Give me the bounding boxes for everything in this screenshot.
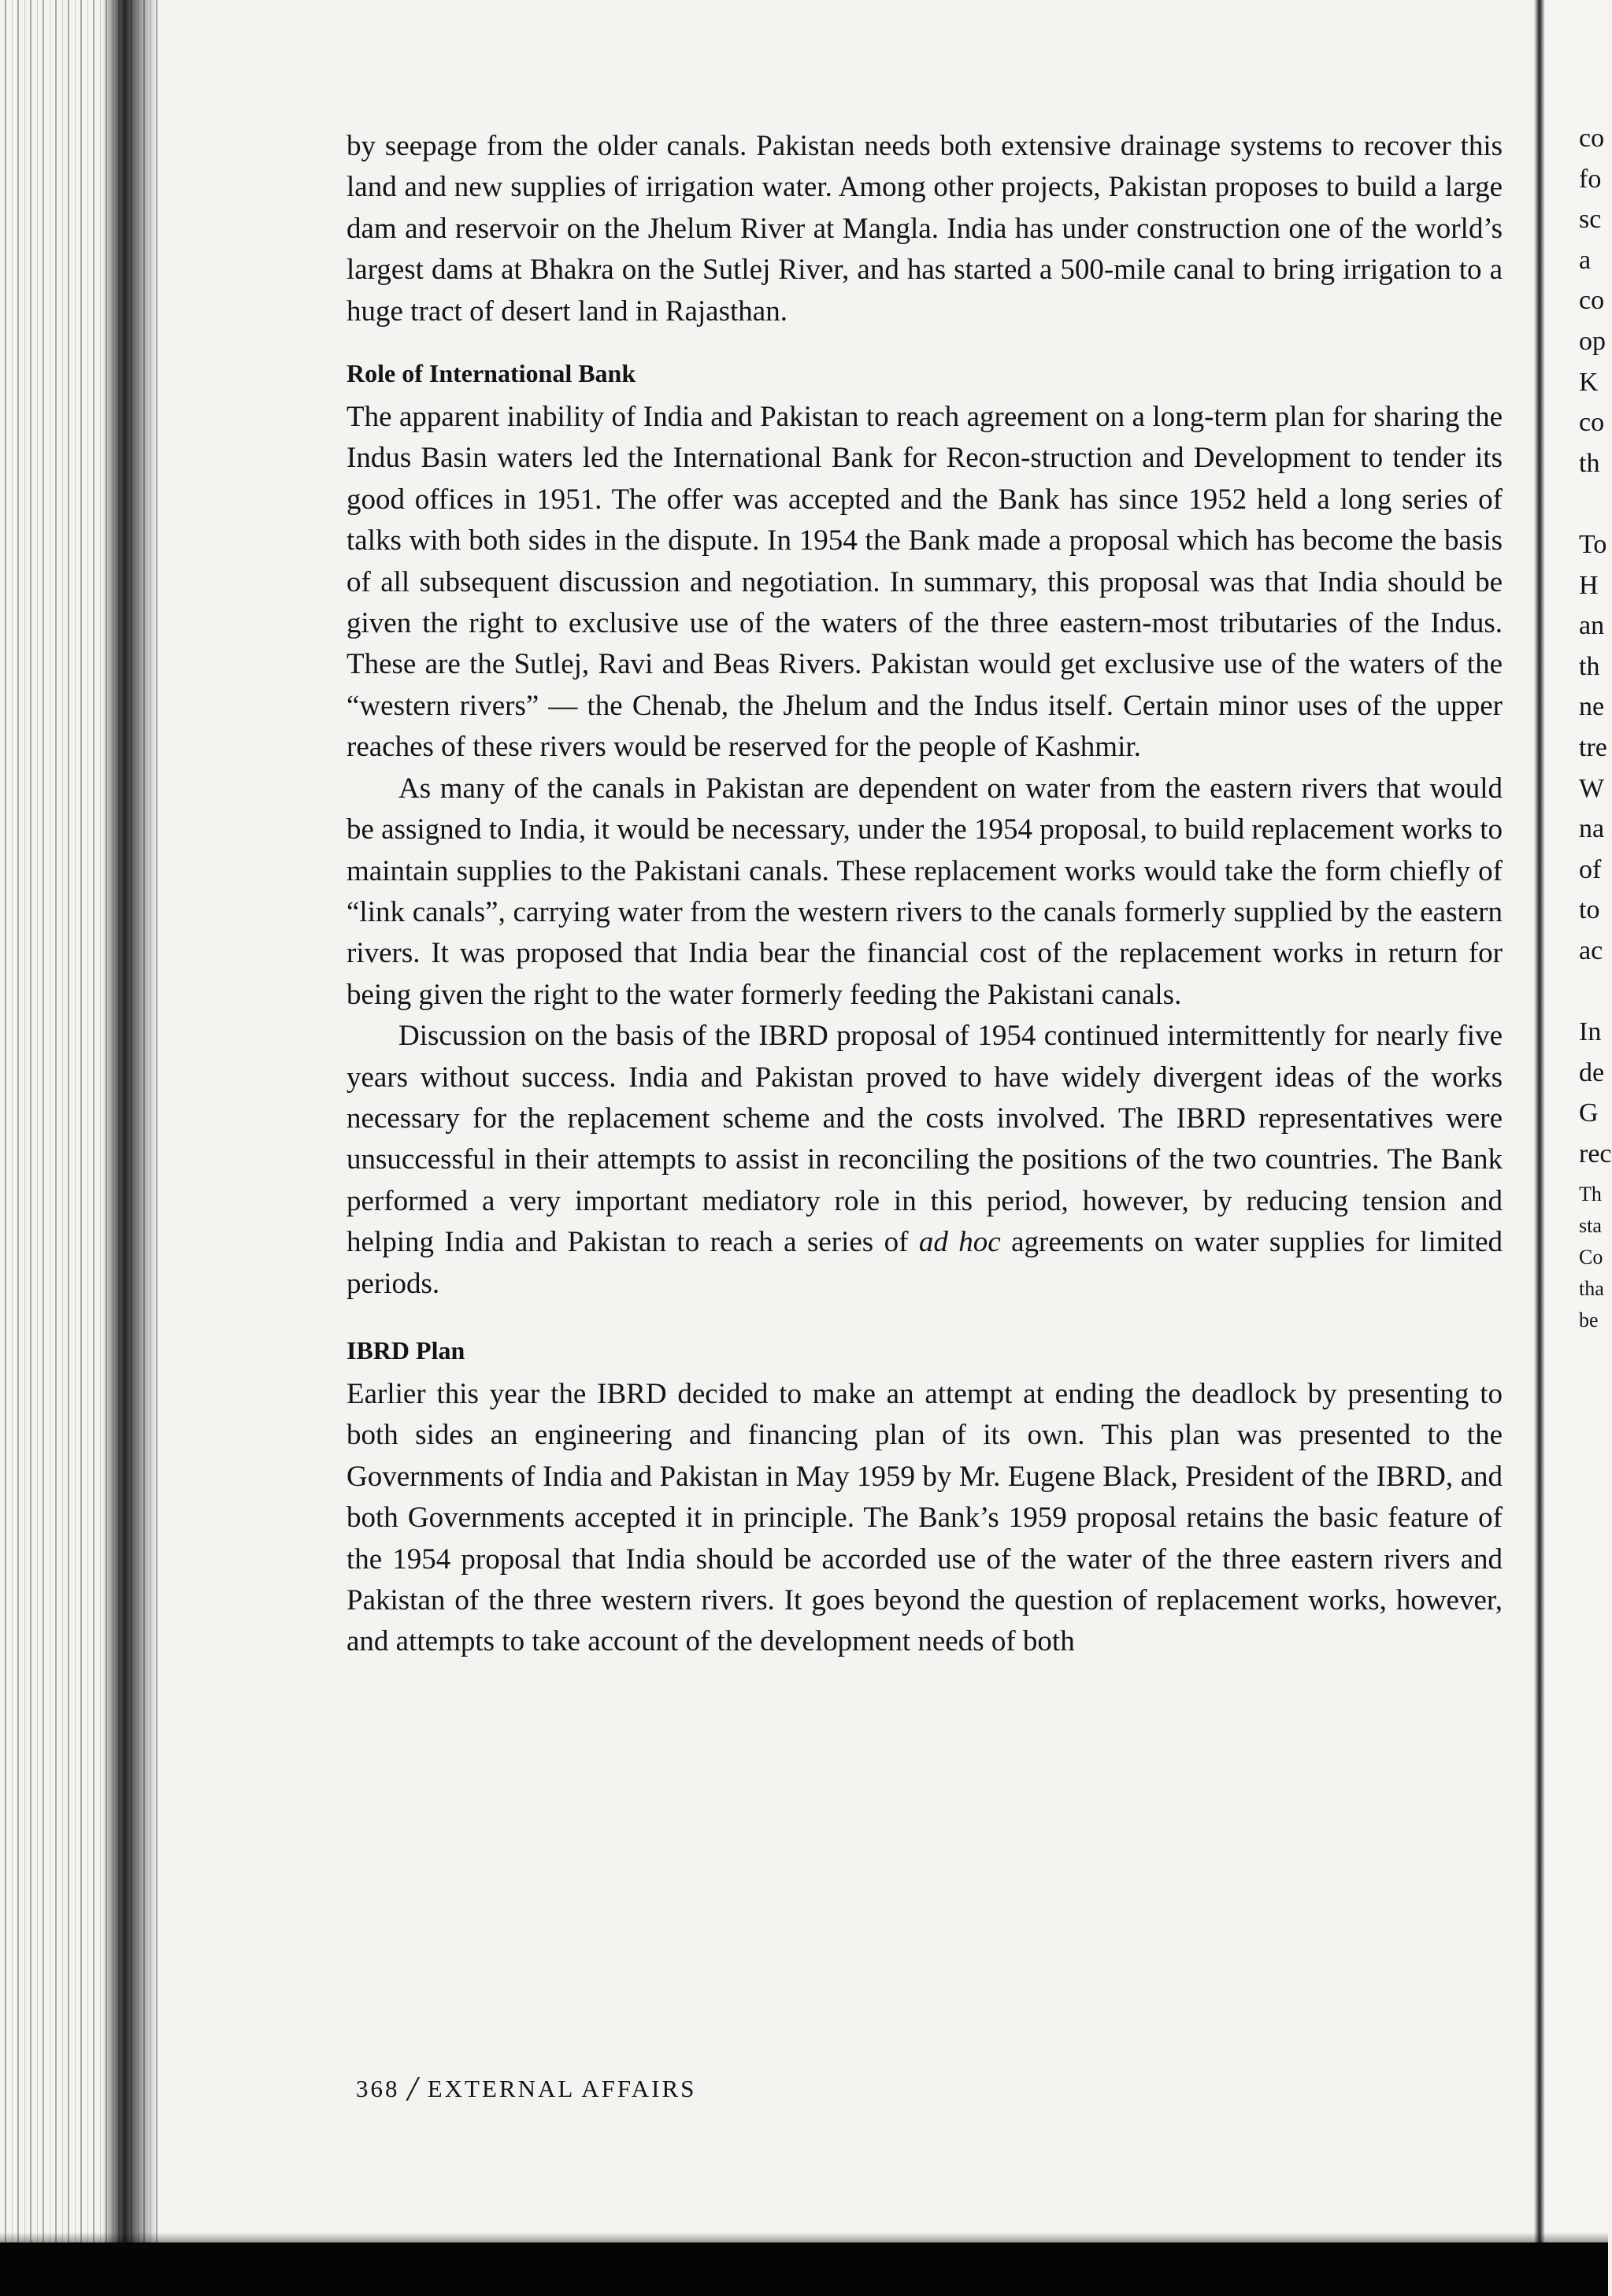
- facing-page-fragment: to: [1579, 895, 1600, 925]
- opening-paragraph: by seepage from the older canals. Pakistan needs both extensive drainage systems to recover this land and new supplies of irrigation water. Among other projects, Pakistan proposes to build a large dam and reservoir on the Jhelum River at Mangla. India has under construction one of the world’s largest dams at Bhakra on the Sutlej River, and has started a 500-mile canal to bring irrigation to a huge tract of desert land in Rajasthan.: [346, 130, 1503, 328]
- facing-page-fragment: H: [1579, 570, 1599, 600]
- paragraph: The apparent inability of India and Pakistan to reach agreement on a long-term plan for sharing the Indus Basin waters led the International Bank for Recon-struction and Development to tender its good offices in 1951. The offer was accepted and the Bank has since 1952 held a long series of talks with both sides in the dispute. In 1954 the Bank made a proposal which has become the basis of all subsequent discussion and negotiation. In summary, this proposal was that India should be given the right to exclusive use of the waters of the three eastern-most tributaries of the Indus. These are the Sutlej, Ravi and Beas Rivers. Pakistan would get exclusive use of the waters of the “western rivers” — the Chenab, the Jhelum and the Indus itself. Certain minor uses of the upper reaches of these rivers would be reserved for the people of Kashmir.: [346, 401, 1503, 764]
- facing-page-fragment: [1579, 971, 1608, 1012]
- facing-page-fragment: K: [1579, 367, 1599, 397]
- facing-page-fragment: fo: [1579, 164, 1602, 194]
- facing-page-fragment: of: [1579, 854, 1602, 884]
- facing-page-fragment: co: [1579, 124, 1605, 153]
- scan-gutter-edge: [102, 0, 157, 2296]
- paragraph-text: agreements on water supplies for limited periods.: [346, 1226, 1503, 1300]
- facing-page-fragment: [1579, 483, 1608, 524]
- facing-page-fragment: ac: [1579, 935, 1603, 965]
- facing-page-fragment: th: [1579, 651, 1600, 681]
- facing-page-fragment: an: [1579, 611, 1605, 641]
- publication-name: EXTERNAL AFFAIRS: [427, 2074, 697, 2102]
- page-footer: [356, 2068, 696, 2109]
- facing-page-fragment: sc: [1579, 205, 1602, 235]
- section-heading-ibrd-plan: IBRD Plan: [346, 1335, 465, 1365]
- footer-separator: /: [407, 2069, 420, 2108]
- section-heading-role-of-international-bank: Role of International Bank: [346, 359, 636, 388]
- facing-page-fragment: To: [1579, 529, 1607, 559]
- facing-page-fragment: W: [1579, 773, 1605, 803]
- facing-page-fragment: de: [1579, 1057, 1605, 1087]
- paragraph: As many of the canals in Pakistan are dependent on water from the eastern rivers that would be assigned to India, it would be necessary, under the 1954 proposal, to build replacement works to maintain supplies to the Pakistani canals. These replacement works would take the form chiefly of “link canals”, carrying water from the western rivers to the canals formerly supplied by the eastern rivers. It was proposed that India bear the financial cost of the replacement works in return for being given the right to the water formerly feeding the Pakistani canals.: [346, 772, 1503, 1011]
- facing-page-gutter: [1534, 0, 1545, 2296]
- page-number: 368: [356, 2074, 400, 2102]
- facing-page-fragment: a: [1579, 245, 1592, 275]
- facing-page-fragment: be: [1579, 1309, 1599, 1332]
- facing-page-fragment: rec: [1579, 1139, 1612, 1168]
- paragraph: [346, 1016, 1503, 1305]
- facing-page-fragment: na: [1579, 814, 1605, 844]
- facing-page-fragment: sta: [1579, 1214, 1602, 1238]
- facing-page-fragment: tre: [1579, 732, 1607, 762]
- facing-page-text: [1579, 118, 1612, 1332]
- facing-page-fragment: ne: [1579, 692, 1605, 722]
- facing-page-fragment: co: [1579, 408, 1605, 438]
- facing-page-fragment: tha: [1579, 1277, 1604, 1301]
- scan-bottom-edge: [0, 2242, 1608, 2296]
- facing-page-fragment: G: [1579, 1098, 1599, 1128]
- facing-page-fragment: th: [1579, 448, 1600, 478]
- facing-page-fragment: In: [1579, 1017, 1602, 1047]
- facing-page-fragment: Th: [1579, 1183, 1602, 1206]
- facing-page-fragment: op: [1579, 326, 1606, 356]
- facing-page-fragment: co: [1579, 286, 1605, 316]
- paragraph-text: Discussion on the basis of the IBRD proposal of 1954 continued intermittently for nearly five years without success. India and Pakistan proved to have widely divergent ideas of the works necessary for the replacement scheme and the costs involved. The IBRD representatives were unsuccessful in their attempts to assist in reconciling the positions of the two countries. The Bank performed a very important mediatory role in this period, however, by reducing tension and helping India and Pakistan to reach a series of: [346, 1020, 1503, 1259]
- facing-page-fragment: Co: [1579, 1246, 1603, 1269]
- italic-phrase: ad hoc: [918, 1226, 1001, 1259]
- paragraph: Earlier this year the IBRD decided to make an attempt at ending the deadlock by presenting to both sides an engineering and financing plan of its own. This plan was presented to the Governments of India and Pakistan in May 1959 by Mr. Eugene Black, President of the IBRD, and both Governments accepted it in principle. The Bank’s 1959 proposal retains the basic feature of the 1954 proposal that India should be accorded use of the water of the three eastern rivers and Pakistan of the three western rivers. It goes beyond the question of replacement works, however, and attempts to take account of the development needs of both: [346, 1377, 1503, 1658]
- page-body: [346, 126, 1503, 1663]
